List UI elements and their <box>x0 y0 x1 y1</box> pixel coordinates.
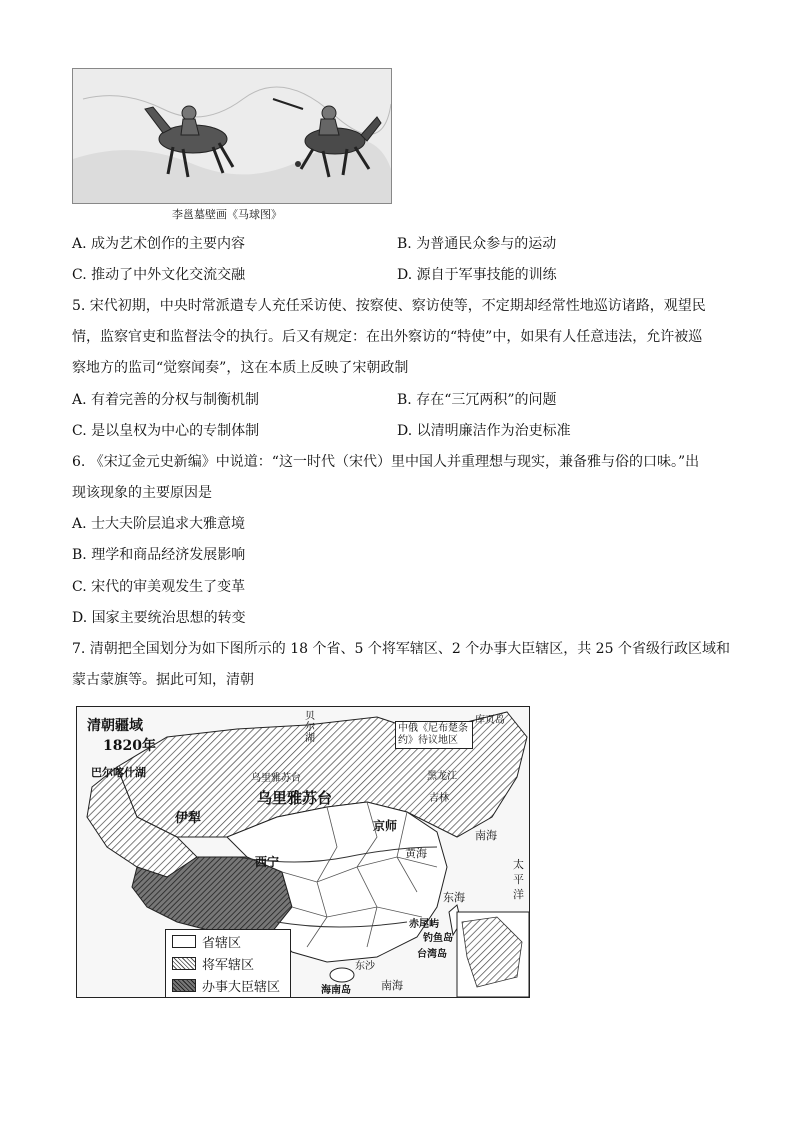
q5-stem-line2: 情，监察官吏和监督法令的执行。后又有规定：在出外察访的“特使”中，如果有人任意违法，允许被巡 <box>72 329 703 345</box>
q7-stem-line2: 蒙古蒙旗等。据此可知，清朝 <box>72 672 254 688</box>
label-diaoyu: 钓鱼岛 <box>423 933 453 944</box>
label-nanhai-bottom: 南海 <box>381 979 403 992</box>
label-nerchinsk-pending: 中俄《尼布楚条约》待议地区 <box>395 721 473 749</box>
map-title: 清朝疆域 <box>87 718 143 734</box>
label-chiwei: 赤尾屿 <box>409 919 439 930</box>
legend-minister <box>172 977 280 993</box>
q4-option-a: A. 成为艺术创作的主要内容 <box>72 236 246 252</box>
q6-stem-line1: 6. 《宋辽金元史新编》中说道：“这一时代（宋代）里中国人并重理想与现实，兼备雅与俗的口味。”出 <box>72 454 700 470</box>
mural-illustration <box>73 69 391 203</box>
q6-option-d: D. 国家主要统治思想的转变 <box>72 610 246 626</box>
q5-stem-line1: 5. 宋代初期，中央时常派遣专人充任采访使、按察使、察访使等，不定期却经常性地巡访诸路，观望民 <box>72 298 706 314</box>
label-uliastai-city: 乌里雅苏台 <box>251 773 301 784</box>
legend-swatch-minister <box>172 979 196 992</box>
figure-caption: 李邕墓壁画《马球图》 <box>172 208 282 221</box>
q6-option-c: C. 宋代的审美观发生了变革 <box>72 579 246 595</box>
legend-swatch-province <box>172 935 196 948</box>
q7-stem-line1: 7. 清朝把全国划分为如下图所示的 18 个省、5 个将军辖区、2 个办事大臣辖区，共 25 个省级行政区域和 <box>72 641 730 657</box>
legend-general <box>172 955 254 971</box>
label-dongsha: 东沙 <box>355 961 375 972</box>
q5-option-c: C. 是以皇权为中心的专制体制 <box>72 423 260 439</box>
label-balkhash: 巴尔喀什湖 <box>91 766 146 779</box>
label-uliastai-region: 乌里雅苏台 <box>257 789 333 807</box>
legend-province <box>172 933 241 949</box>
label-xining: 西宁 <box>255 855 280 869</box>
label-huanghai: 黄海 <box>405 847 427 860</box>
legend-general-label: 将军辖区 <box>202 957 255 973</box>
label-donghai: 东海 <box>443 891 465 904</box>
label-kuye-island: 库页岛 <box>475 715 505 726</box>
map-legend <box>165 929 291 998</box>
label-ili: 伊犁 <box>175 811 202 826</box>
q4-option-c: C. 推动了中外文化交流交融 <box>72 267 246 283</box>
label-pacific: 太平洋 <box>513 858 524 901</box>
label-hainan: 海南岛 <box>321 985 351 996</box>
q5-option-b: B. 存在“三冗两积”的问题 <box>397 392 557 408</box>
label-jingshi: 京师 <box>373 819 398 833</box>
q5-stem-line3: 察地方的监司“觉察闻奏”，这在本质上反映了宋朝政制 <box>72 360 409 376</box>
label-nanhai-top: 南海 <box>475 829 497 842</box>
q4-option-d: D. 源自于军事技能的训练 <box>397 267 557 283</box>
label-taiwan: 台湾岛 <box>417 949 447 960</box>
map-year: 1820年 <box>103 738 156 754</box>
q5-option-d: D. 以清明廉洁作为治吏标准 <box>397 423 571 439</box>
qing-territory-map <box>76 706 530 998</box>
q6-stem-line2: 现该现象的主要原因是 <box>72 485 212 501</box>
legend-province-label: 省辖区 <box>202 935 242 951</box>
q6-option-b: B. 理学和商品经济发展影响 <box>72 547 246 563</box>
q5-option-a: A. 有着完善的分权与制衡机制 <box>72 392 260 408</box>
polo-mural-image <box>72 68 392 204</box>
label-heilongjiang: 黑龙江 <box>427 771 457 782</box>
legend-swatch-general <box>172 957 196 970</box>
label-jilin: 吉林 <box>429 793 449 804</box>
q4-option-b: B. 为普通民众参与的运动 <box>397 236 557 252</box>
label-beier-lake: 贝尔湖 <box>305 711 315 744</box>
q6-option-a: A. 士大夫阶层追求大雅意境 <box>72 516 246 532</box>
legend-minister-label: 办事大臣辖区 <box>202 979 281 995</box>
